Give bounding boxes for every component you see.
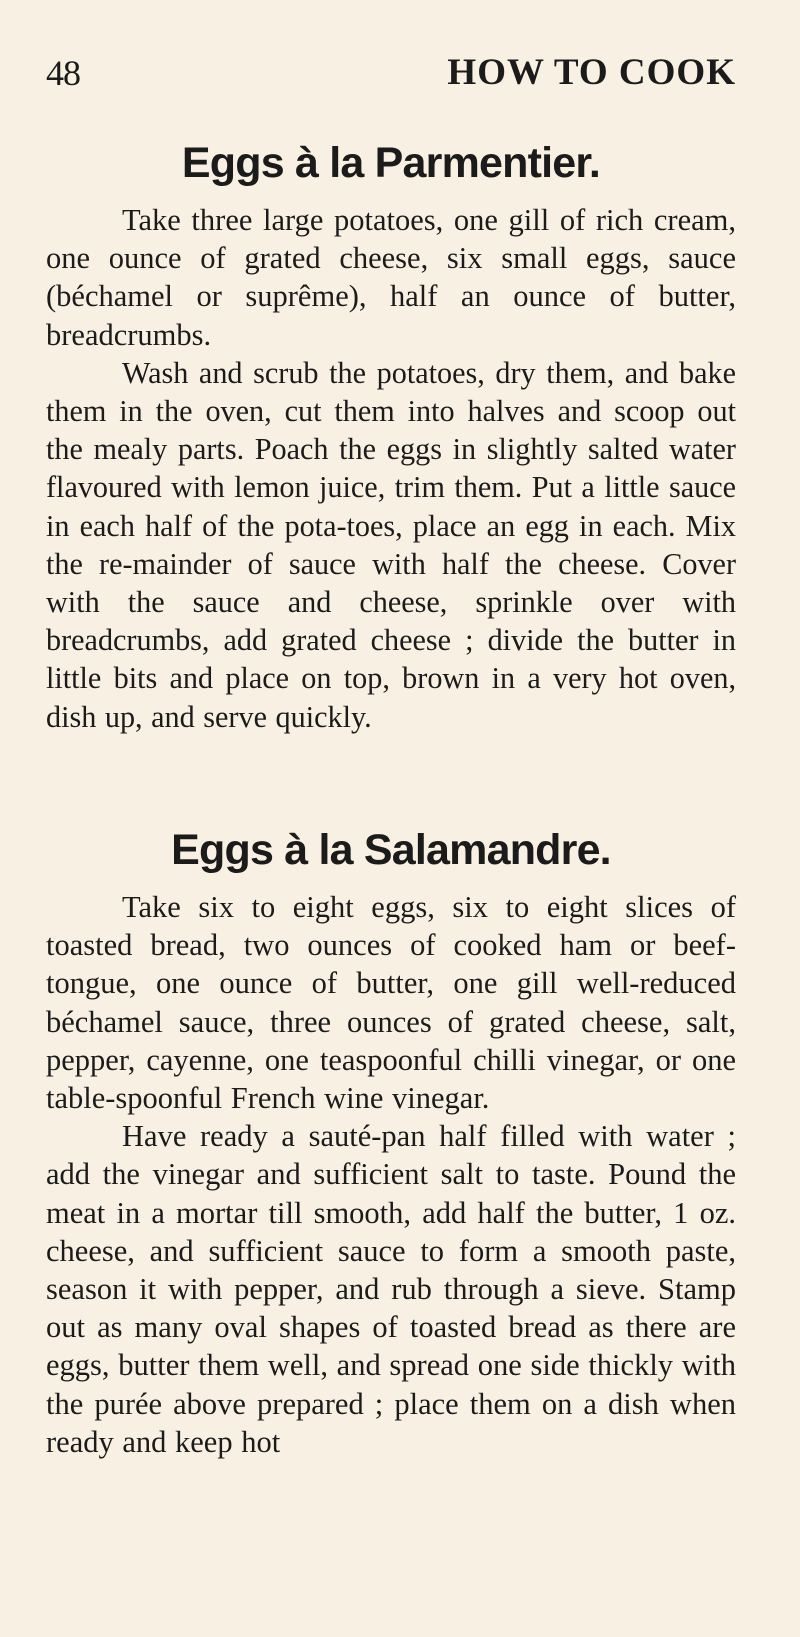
method-paragraph: Wash and scrub the potatoes, dry them, and bake them in the oven, cut them into halves and scoop out the mealy parts. Poach the eggs in slightly salted water flavoured with lemon juice, trim them. Put a little sauce in each half of the pota-toes, place an egg in each. Mix the re-mainder of sauce with half the cheese. Cover with the sauce and cheese, sprinkle over with breadcrumbs, add grated cheese ; divide the butter in little bits and place on top, brown in a very hot oven, dish up, and serve quickly. [46, 355, 736, 734]
recipe-eggs-salamandre [46, 815, 736, 1461]
recipe-title: Eggs à la Parmentier. [181, 139, 601, 187]
recipe-eggs-parmentier [46, 128, 736, 736]
recipe-title: Eggs à la Salamandre. [171, 826, 611, 874]
method-paragraph: Have ready a sauté-pan half filled with water ; add the vinegar and sufficient salt to taste. Pound the meat in a mortar till smooth, add half the butter, 1 oz. cheese, and sufficient sauce to form a smooth paste, season it with pepper, and rub through a sieve. Stamp out as many oval shapes of toasted bread as there are eggs, butter them well, and spread one side thickly with the purée above prepared ; place them on a dish when ready and keep hot [46, 1119, 736, 1459]
running-head: HOW TO COOK [447, 52, 736, 93]
ingredients-paragraph: Take six to eight eggs, six to eight slices of toasted bread, two ounces of cooked ham or beef-tongue, one ounce of butter, one gill well-reduced béchamel sauce, three ounces of grated cheese, salt, pepper, cayenne, one teaspoonful chilli vinegar, or one table-spoonful French wine vinegar. [46, 890, 736, 1116]
page-header [46, 48, 736, 98]
ingredients-paragraph: Take three large potatoes, one gill of rich cream, one ounce of grated cheese, six small eggs, sauce (béchamel or suprême), half an ounce of butter, breadcrumbs. [46, 203, 736, 352]
page-number: 48 [46, 53, 80, 93]
